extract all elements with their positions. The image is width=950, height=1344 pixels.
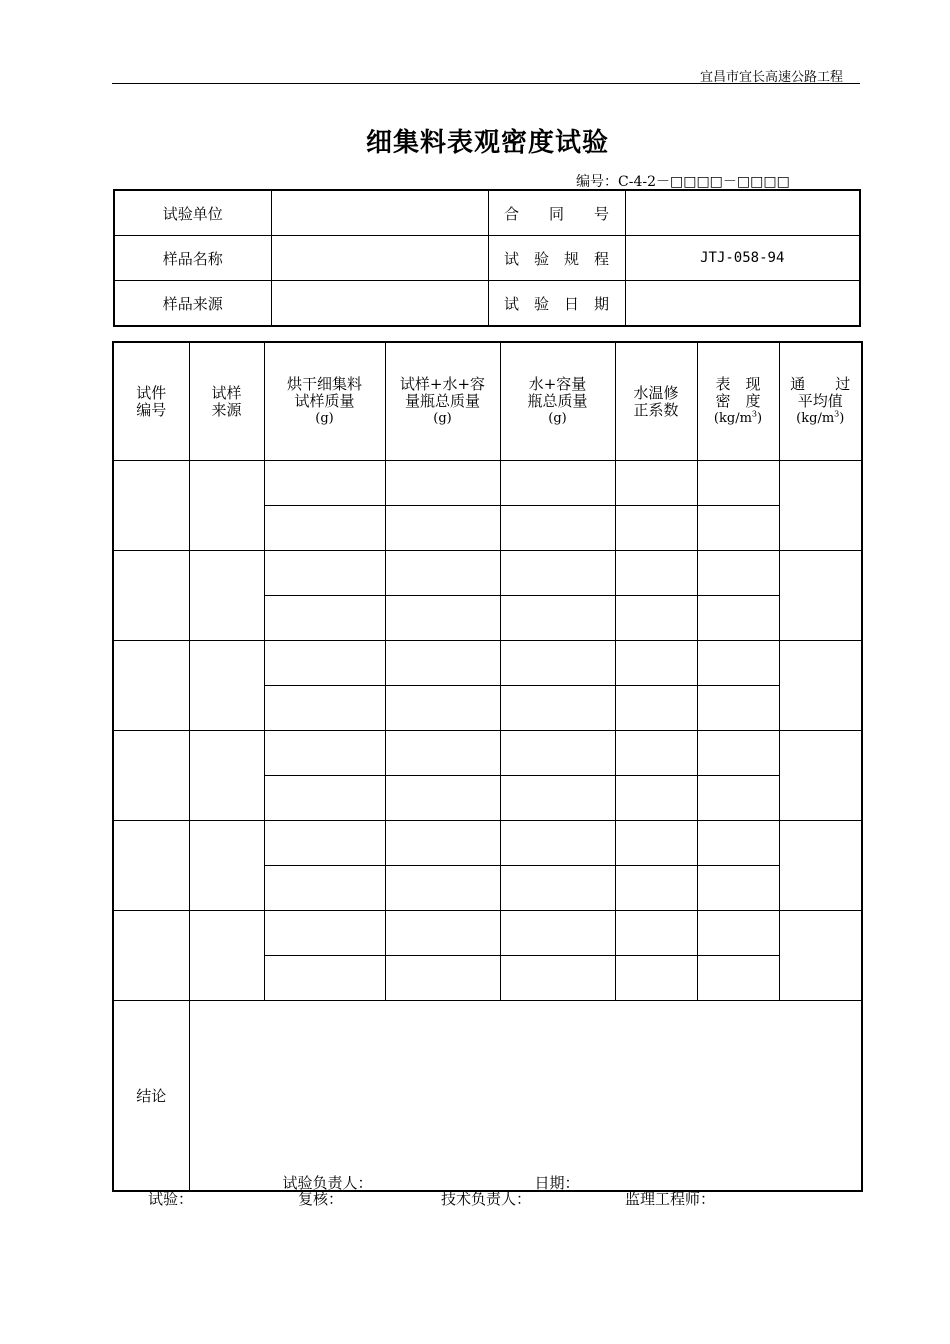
specimen-no-cell[interactable]	[113, 551, 189, 641]
tech-lead-label: 技术负责人：	[441, 1190, 532, 1208]
sample-water-bottle-cell[interactable]	[385, 731, 500, 776]
water-bottle-cell[interactable]	[500, 911, 615, 956]
apparent-density-cell[interactable]	[697, 956, 779, 1001]
apparent-density-cell[interactable]	[697, 776, 779, 821]
header-rule	[112, 83, 860, 84]
header-water-bottle: 水+容量 瓶总质量 (g)	[500, 342, 615, 461]
water-bottle-cell[interactable]	[500, 461, 615, 506]
apparent-density-cell[interactable]	[697, 731, 779, 776]
header-sample-water-bottle: 试样+水+容 量瓶总质量 (g)	[385, 342, 500, 461]
sample-water-bottle-cell[interactable]	[385, 866, 500, 911]
temp-correction-cell[interactable]	[615, 776, 697, 821]
temp-correction-cell[interactable]	[615, 596, 697, 641]
conclusion-field[interactable]	[189, 1001, 862, 1192]
temp-correction-cell[interactable]	[615, 551, 697, 596]
specimen-no-cell[interactable]	[113, 821, 189, 911]
dry-mass-cell[interactable]	[264, 596, 385, 641]
temp-correction-cell[interactable]	[615, 641, 697, 686]
sample-water-bottle-cell[interactable]	[385, 776, 500, 821]
supervisor-label: 监理工程师：	[625, 1190, 716, 1208]
temp-correction-cell[interactable]	[615, 461, 697, 506]
average-cell[interactable]	[779, 551, 862, 641]
apparent-density-cell[interactable]	[697, 641, 779, 686]
temp-correction-cell[interactable]	[615, 821, 697, 866]
project-header: 宜昌市宜长高速公路工程	[700, 70, 844, 85]
apparent-density-cell[interactable]	[697, 866, 779, 911]
specimen-no-cell[interactable]	[113, 731, 189, 821]
header-sample-source: 试样 来源	[189, 342, 264, 461]
dry-mass-cell[interactable]	[264, 551, 385, 596]
conclusion-label: 结论	[113, 1001, 189, 1192]
procedure-value: JTJ-058-94	[625, 236, 860, 281]
sample-source-cell[interactable]	[189, 821, 264, 911]
sample-name-field[interactable]	[271, 236, 488, 281]
water-bottle-cell[interactable]	[500, 506, 615, 551]
dry-mass-cell[interactable]	[264, 776, 385, 821]
water-bottle-cell[interactable]	[500, 596, 615, 641]
apparent-density-cell[interactable]	[697, 686, 779, 731]
sample-name-label: 样品名称	[114, 236, 271, 281]
specimen-no-cell[interactable]	[113, 911, 189, 1001]
temp-correction-cell[interactable]	[615, 506, 697, 551]
sample-water-bottle-cell[interactable]	[385, 911, 500, 956]
sample-water-bottle-cell[interactable]	[385, 821, 500, 866]
test-date-field[interactable]	[625, 281, 860, 327]
data-table	[112, 341, 863, 1192]
water-bottle-cell[interactable]	[500, 641, 615, 686]
document-code: 编号：C-4-2－□□□□－□□□□	[576, 174, 790, 190]
water-bottle-cell[interactable]	[500, 731, 615, 776]
water-bottle-cell[interactable]	[500, 866, 615, 911]
header-apparent-density: 表 现 密 度 $(kg/m^3)$	[697, 342, 779, 461]
unit-label: 试验单位	[114, 190, 271, 236]
temp-correction-cell[interactable]	[615, 686, 697, 731]
sample-source-field[interactable]	[271, 281, 488, 327]
test-date-label: 试 验 日 期	[488, 281, 625, 327]
table-row	[113, 551, 862, 596]
dry-mass-cell[interactable]	[264, 686, 385, 731]
water-bottle-cell[interactable]	[500, 551, 615, 596]
sample-source-cell[interactable]	[189, 461, 264, 551]
water-bottle-cell[interactable]	[500, 956, 615, 1001]
apparent-density-cell[interactable]	[697, 551, 779, 596]
sample-water-bottle-cell[interactable]	[385, 461, 500, 506]
average-cell[interactable]	[779, 731, 862, 821]
specimen-no-cell[interactable]	[113, 461, 189, 551]
dry-mass-cell[interactable]	[264, 821, 385, 866]
sample-water-bottle-cell[interactable]	[385, 956, 500, 1001]
sample-source-cell[interactable]	[189, 641, 264, 731]
sample-source-label: 样品来源	[114, 281, 271, 327]
unit-field[interactable]	[271, 190, 488, 236]
sample-water-bottle-cell[interactable]	[385, 641, 500, 686]
water-bottle-cell[interactable]	[500, 776, 615, 821]
table-row	[113, 641, 862, 686]
sample-source-cell[interactable]	[189, 911, 264, 1001]
table-row	[113, 911, 862, 956]
temp-correction-cell[interactable]	[615, 911, 697, 956]
sample-water-bottle-cell[interactable]	[385, 551, 500, 596]
table-row	[113, 461, 862, 506]
average-cell[interactable]	[779, 911, 862, 1001]
sample-water-bottle-cell[interactable]	[385, 506, 500, 551]
dry-mass-cell[interactable]	[264, 866, 385, 911]
water-bottle-cell[interactable]	[500, 821, 615, 866]
conclusion-date-label: 日期：	[534, 1174, 580, 1192]
contract-field[interactable]	[625, 190, 860, 236]
info-table	[113, 189, 861, 327]
water-bottle-cell[interactable]	[500, 686, 615, 731]
sample-water-bottle-cell[interactable]	[385, 596, 500, 641]
apparent-density-cell[interactable]	[697, 821, 779, 866]
apparent-density-cell[interactable]	[697, 461, 779, 506]
sample-source-cell[interactable]	[189, 731, 264, 821]
dry-mass-cell[interactable]	[264, 461, 385, 506]
dry-mass-cell[interactable]	[264, 641, 385, 686]
dry-mass-cell[interactable]	[264, 731, 385, 776]
header-dry-mass: 烘干细集料 试样质量 (g)	[264, 342, 385, 461]
contract-label: 合 同 号	[488, 190, 625, 236]
specimen-no-cell[interactable]	[113, 641, 189, 731]
dry-mass-cell[interactable]	[264, 956, 385, 1001]
apparent-density-cell[interactable]	[697, 596, 779, 641]
dry-mass-cell[interactable]	[264, 506, 385, 551]
apparent-density-cell[interactable]	[697, 506, 779, 551]
apparent-density-cell[interactable]	[697, 911, 779, 956]
sample-source-cell[interactable]	[189, 551, 264, 641]
header-specimen-no: 试件 编号	[113, 342, 189, 461]
page-title: 细集料表观密度试验	[365, 128, 609, 158]
average-cell[interactable]	[779, 461, 862, 551]
temp-correction-cell[interactable]	[615, 956, 697, 1001]
table-row	[113, 821, 862, 866]
temp-correction-cell[interactable]	[615, 731, 697, 776]
sample-water-bottle-cell[interactable]	[385, 686, 500, 731]
header-average: 通 过 平均值 $(kg/m^3)$	[779, 342, 862, 461]
header-temp-correction: 水温修 正系数	[615, 342, 697, 461]
tester-label: 试验：	[148, 1190, 194, 1208]
table-row	[113, 731, 862, 776]
average-cell[interactable]	[779, 821, 862, 911]
procedure-label: 试 验 规 程	[488, 236, 625, 281]
reviewer-label: 复核：	[298, 1190, 344, 1208]
dry-mass-cell[interactable]	[264, 911, 385, 956]
tester-in-charge-label: 试验负责人：	[282, 1174, 373, 1192]
temp-correction-cell[interactable]	[615, 866, 697, 911]
average-cell[interactable]	[779, 641, 862, 731]
